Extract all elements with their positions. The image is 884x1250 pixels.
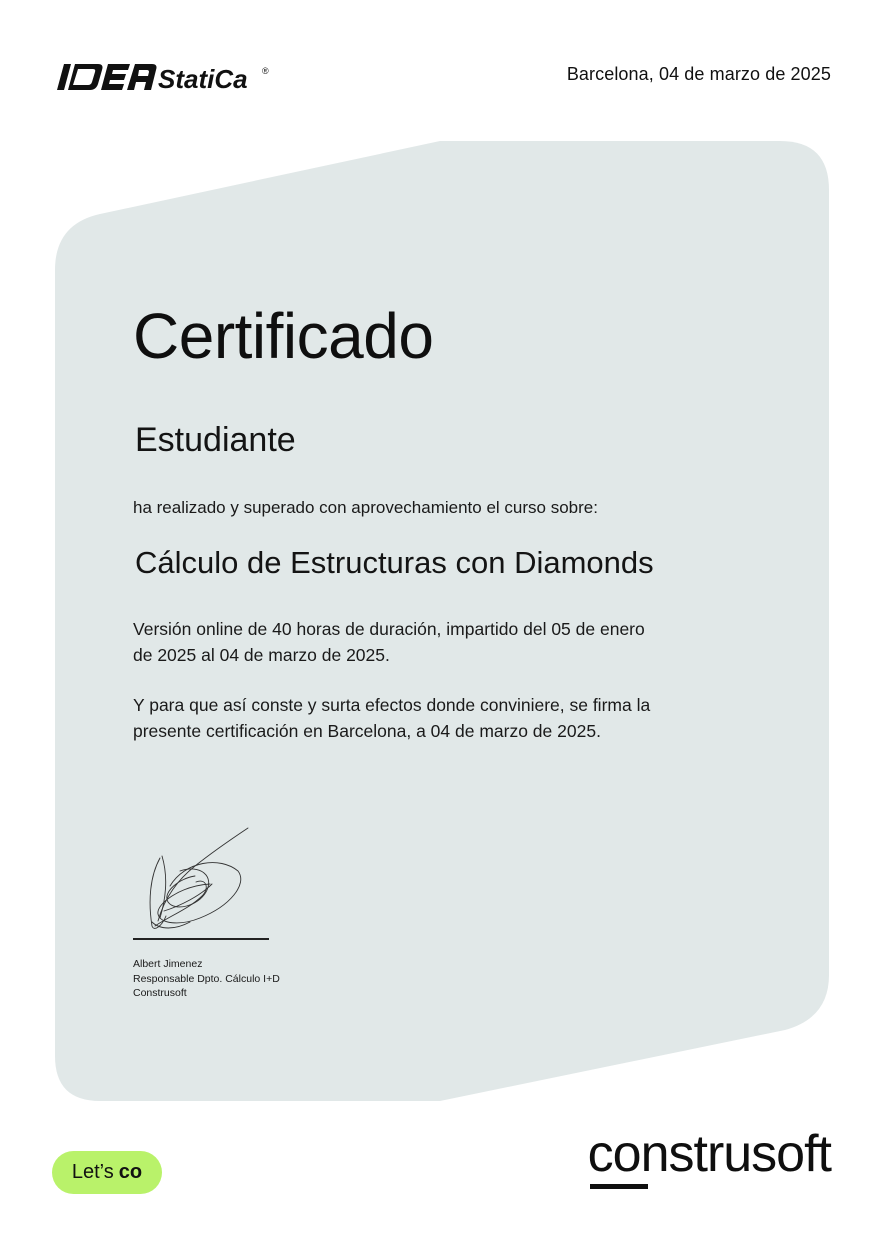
course-details-line-1: Versión online de 40 horas de duración, impartido del 05 de enero	[133, 619, 645, 639]
signature-line	[133, 938, 269, 940]
signer-block	[133, 957, 280, 1001]
svg-text:®: ®	[262, 66, 269, 76]
signer-name: Albert Jimenez	[133, 958, 203, 970]
idea-statica-logo	[56, 60, 276, 94]
handwritten-signature	[140, 826, 260, 936]
signer-company: Construsoft	[133, 987, 187, 999]
svg-text:StatiCa: StatiCa	[158, 64, 248, 94]
course-name: Cálculo de Estructuras con Diamonds	[135, 545, 654, 580]
certificate-title: Certificado	[133, 300, 434, 372]
pill-bold: co	[118, 1161, 143, 1183]
signer-role: Responsable Dpto. Cálculo I+D	[133, 972, 280, 985]
course-details-paragraph	[133, 616, 713, 668]
intro-text: ha realizado y superado con aprovechamiento el curso sobre:	[133, 498, 598, 517]
wordmark-underline	[590, 1184, 648, 1189]
pill-prefix: Let’s	[71, 1161, 114, 1183]
attestation-line-2: presente certificación en Barcelona, a 04 de marzo de 2025.	[133, 721, 601, 741]
lets-co-badge	[52, 1151, 162, 1194]
attestation-paragraph	[133, 692, 713, 744]
construsoft-logo	[587, 1125, 831, 1183]
course-details-line-2: de 2025 al 04 de marzo de 2025.	[133, 645, 390, 665]
student-name: Estudiante	[135, 421, 296, 459]
attestation-line-1: Y para que así conste y surta efectos donde conviniere, se firma la	[133, 695, 651, 715]
construsoft-wordmark: construsoft	[587, 1125, 831, 1183]
issue-date: Barcelona, 04 de marzo de 2025	[566, 64, 831, 84]
